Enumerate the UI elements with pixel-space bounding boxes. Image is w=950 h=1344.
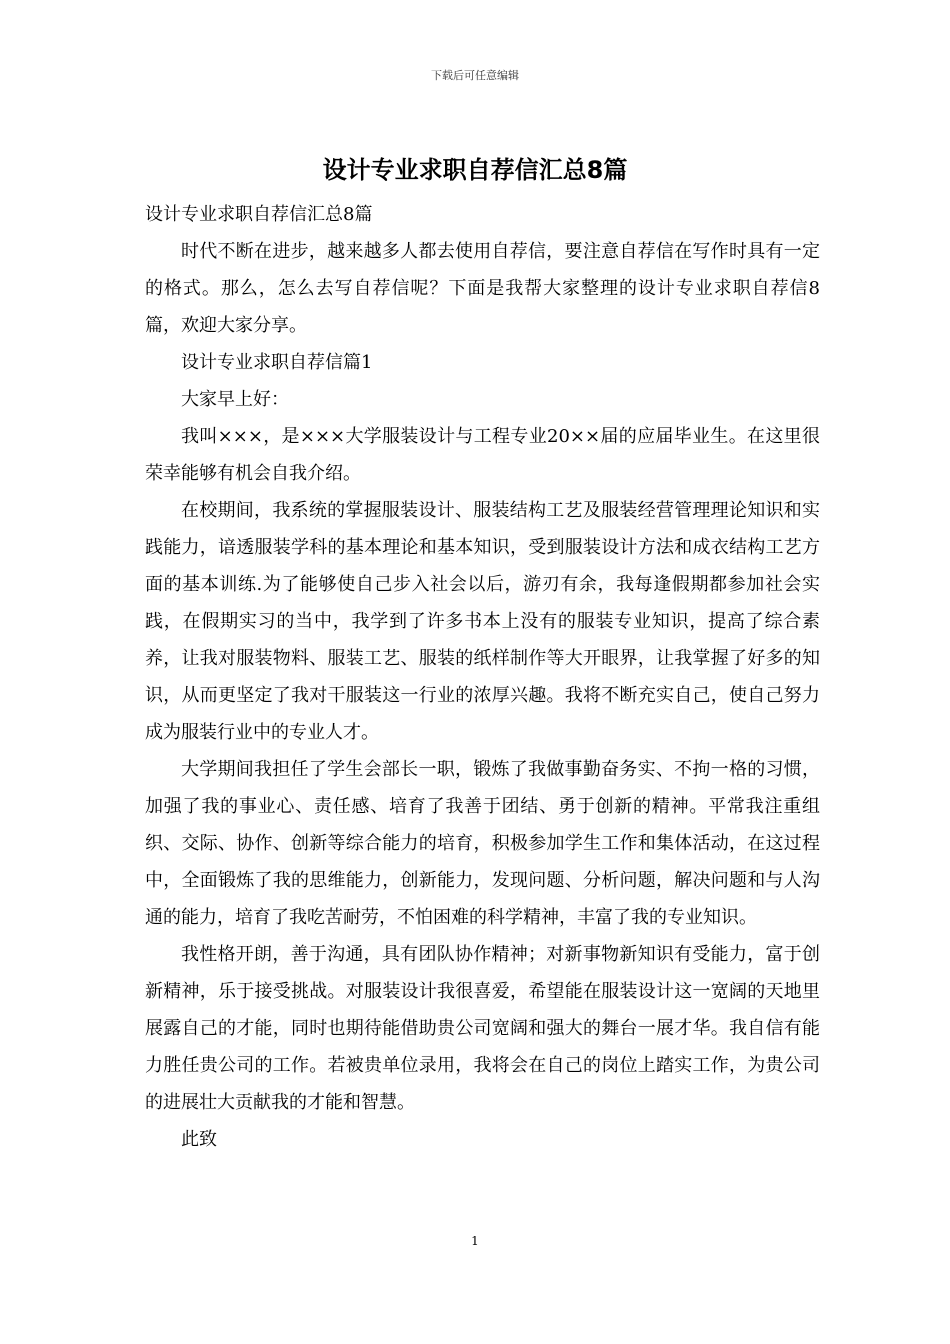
paragraph: 大学期间我担任了学生会部长一职，锻炼了我做事勤奋务实、不拘一格的习惯，加强了我的事业心、责任感、培育了我善于团结、勇于创新的精神。平常我注重组织、交际、协作、创新等综合能力的培育，积极参加学生工作和集体活动，在这过程中，全面锻炼了我的思维能力，创新能力，发现问题、分析问题，解决问题和与人沟通的能力，培育了我吃苦耐劳，不怕困难的科学精神，丰富了我的专业知识。: [145, 759, 820, 928]
paragraph: 在校期间，我系统的掌握服装设计、服装结构工艺及服装经营管理理论知识和实践能力，谙透服装学科的基本理论和基本知识，受到服装设计方法和成衣结构工艺方面的基本训练.为了能够使自己步入社会以后，游刃有余，我每逢假期都参加社会实践，在假期实习的当中，我学到了许多书本上没有的服装专业知识，提高了综合素养，让我对服装物料、服装工艺、服装的纸样制作等大开眼界，让我掌握了好多的知识，从而更坚定了我对干服装这一行业的浓厚兴趣。我将不断充实自己，使自己努力成为服装行业中的专业人才。: [145, 500, 820, 743]
document-body: [145, 196, 820, 1158]
paragraph: 我性格开朗，善于沟通，具有团队协作精神；对新事物新知识有受能力，富于创新精神，乐于接受挑战。对服装设计我很喜爱，希望能在服装设计这一宽阔的天地里展露自己的才能，同时也期待能借助贵公司宽阔和强大的舞台一展才华。我自信有能力胜任贵公司的工作。若被贵单位录用，我将会在自己的岗位上踏实工作，为贵公司的进展壮大贡献我的才能和智慧。: [145, 944, 820, 1113]
header-note: 下载后可任意编辑: [431, 69, 519, 82]
paragraph: 时代不断在进步，越来越多人都去使用自荐信，要注意自荐信在写作时具有一定的格式。那么，怎么去写自荐信呢？下面是我帮大家整理的设计专业求职自荐信8篇，欢迎大家分享。: [145, 241, 820, 336]
paragraph: 设计专业求职自荐信汇总8篇: [145, 204, 373, 225]
salutation: 大家早上好：: [181, 389, 289, 410]
page-number: 1: [471, 1234, 479, 1248]
section-heading: 设计专业求职自荐信篇1: [181, 352, 373, 373]
document-title: 设计专业求职自荐信汇总8篇: [322, 156, 628, 184]
paragraph: 我叫×××，是×××大学服装设计与工程专业20××届的应届毕业生。在这里很荣幸能够有机会自我介绍。: [145, 426, 820, 484]
closing: 此致: [181, 1129, 217, 1150]
